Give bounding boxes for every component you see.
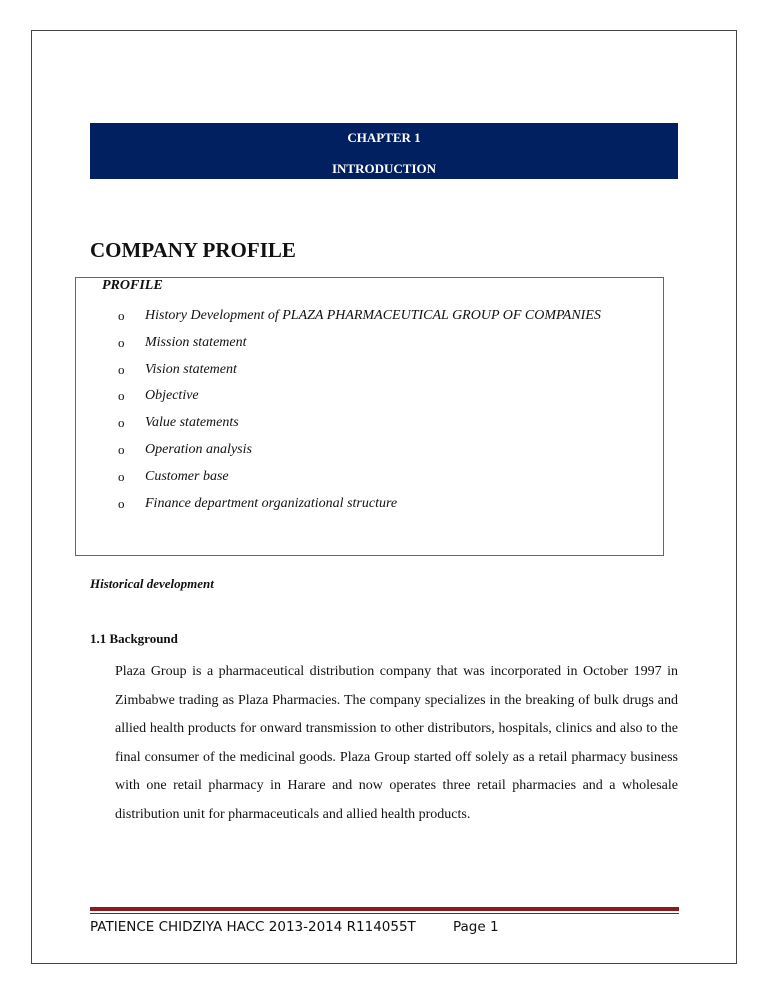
footer-page-number: Page 1 — [453, 919, 499, 935]
list-item-text: Value statements — [145, 415, 239, 431]
section-title: COMPANY PROFILE — [90, 238, 296, 262]
bullet-icon: o — [118, 334, 125, 350]
list-item-text: Vision statement — [145, 361, 237, 377]
bullet-icon: o — [118, 415, 125, 431]
bullet-icon: o — [118, 361, 125, 377]
bullet-icon: o — [118, 495, 125, 511]
background-paragraph: Plaza Group is a pharmaceutical distribution company that was incorporated in October 1997 in Zimbabwe trading as Plaza Pharmacies. The company specializes in the breaking of bulk drugs and allied health products for onward transmission to other distributors, hospitals, clinics and also to the final consumer of the medicinal goods. Plaza Group started off solely as a retail pharmacy business with one retail pharmacy in Harare and now operates three retail pharmacies and a wholesale distribution unit for pharmaceuticals and allied health products. — [115, 664, 678, 822]
bullet-icon: o — [118, 441, 125, 457]
profile-list — [118, 308, 601, 522]
profile-heading: PROFILE — [102, 278, 163, 293]
list-item-text: Finance department organizational structure — [145, 495, 398, 511]
chapter-title: INTRODUCTION — [331, 161, 436, 176]
list-item — [118, 308, 601, 335]
chapter-number: CHAPTER 1 — [347, 130, 421, 145]
list-item-text: Operation analysis — [145, 441, 252, 457]
profile-box — [75, 277, 664, 556]
list-item — [118, 496, 601, 523]
bullet-icon: o — [118, 468, 125, 484]
list-item-text: History Development of PLAZA PHARMACEUTICAL GROUP OF COMPANIES — [145, 308, 601, 323]
historical-heading: Historical development — [90, 576, 214, 591]
list-item — [118, 415, 601, 442]
list-item — [118, 388, 601, 415]
list-item-text: Mission statement — [145, 334, 247, 350]
footer-author: PATIENCE CHIDZIYA HACC 2013-2014 R114055T — [90, 919, 416, 935]
bullet-icon: o — [118, 388, 125, 404]
list-item — [118, 442, 601, 469]
footer-rule-thick — [90, 907, 679, 911]
footer-rule-thin — [90, 913, 679, 914]
list-item-text: Customer base — [145, 468, 229, 484]
list-item — [118, 335, 601, 362]
list-item — [118, 362, 601, 389]
subsection-heading: 1.1 Background — [90, 631, 178, 646]
list-item-text: Objective — [145, 388, 199, 404]
bullet-icon: o — [118, 308, 125, 323]
chapter-banner — [90, 123, 678, 179]
list-item — [118, 469, 601, 496]
